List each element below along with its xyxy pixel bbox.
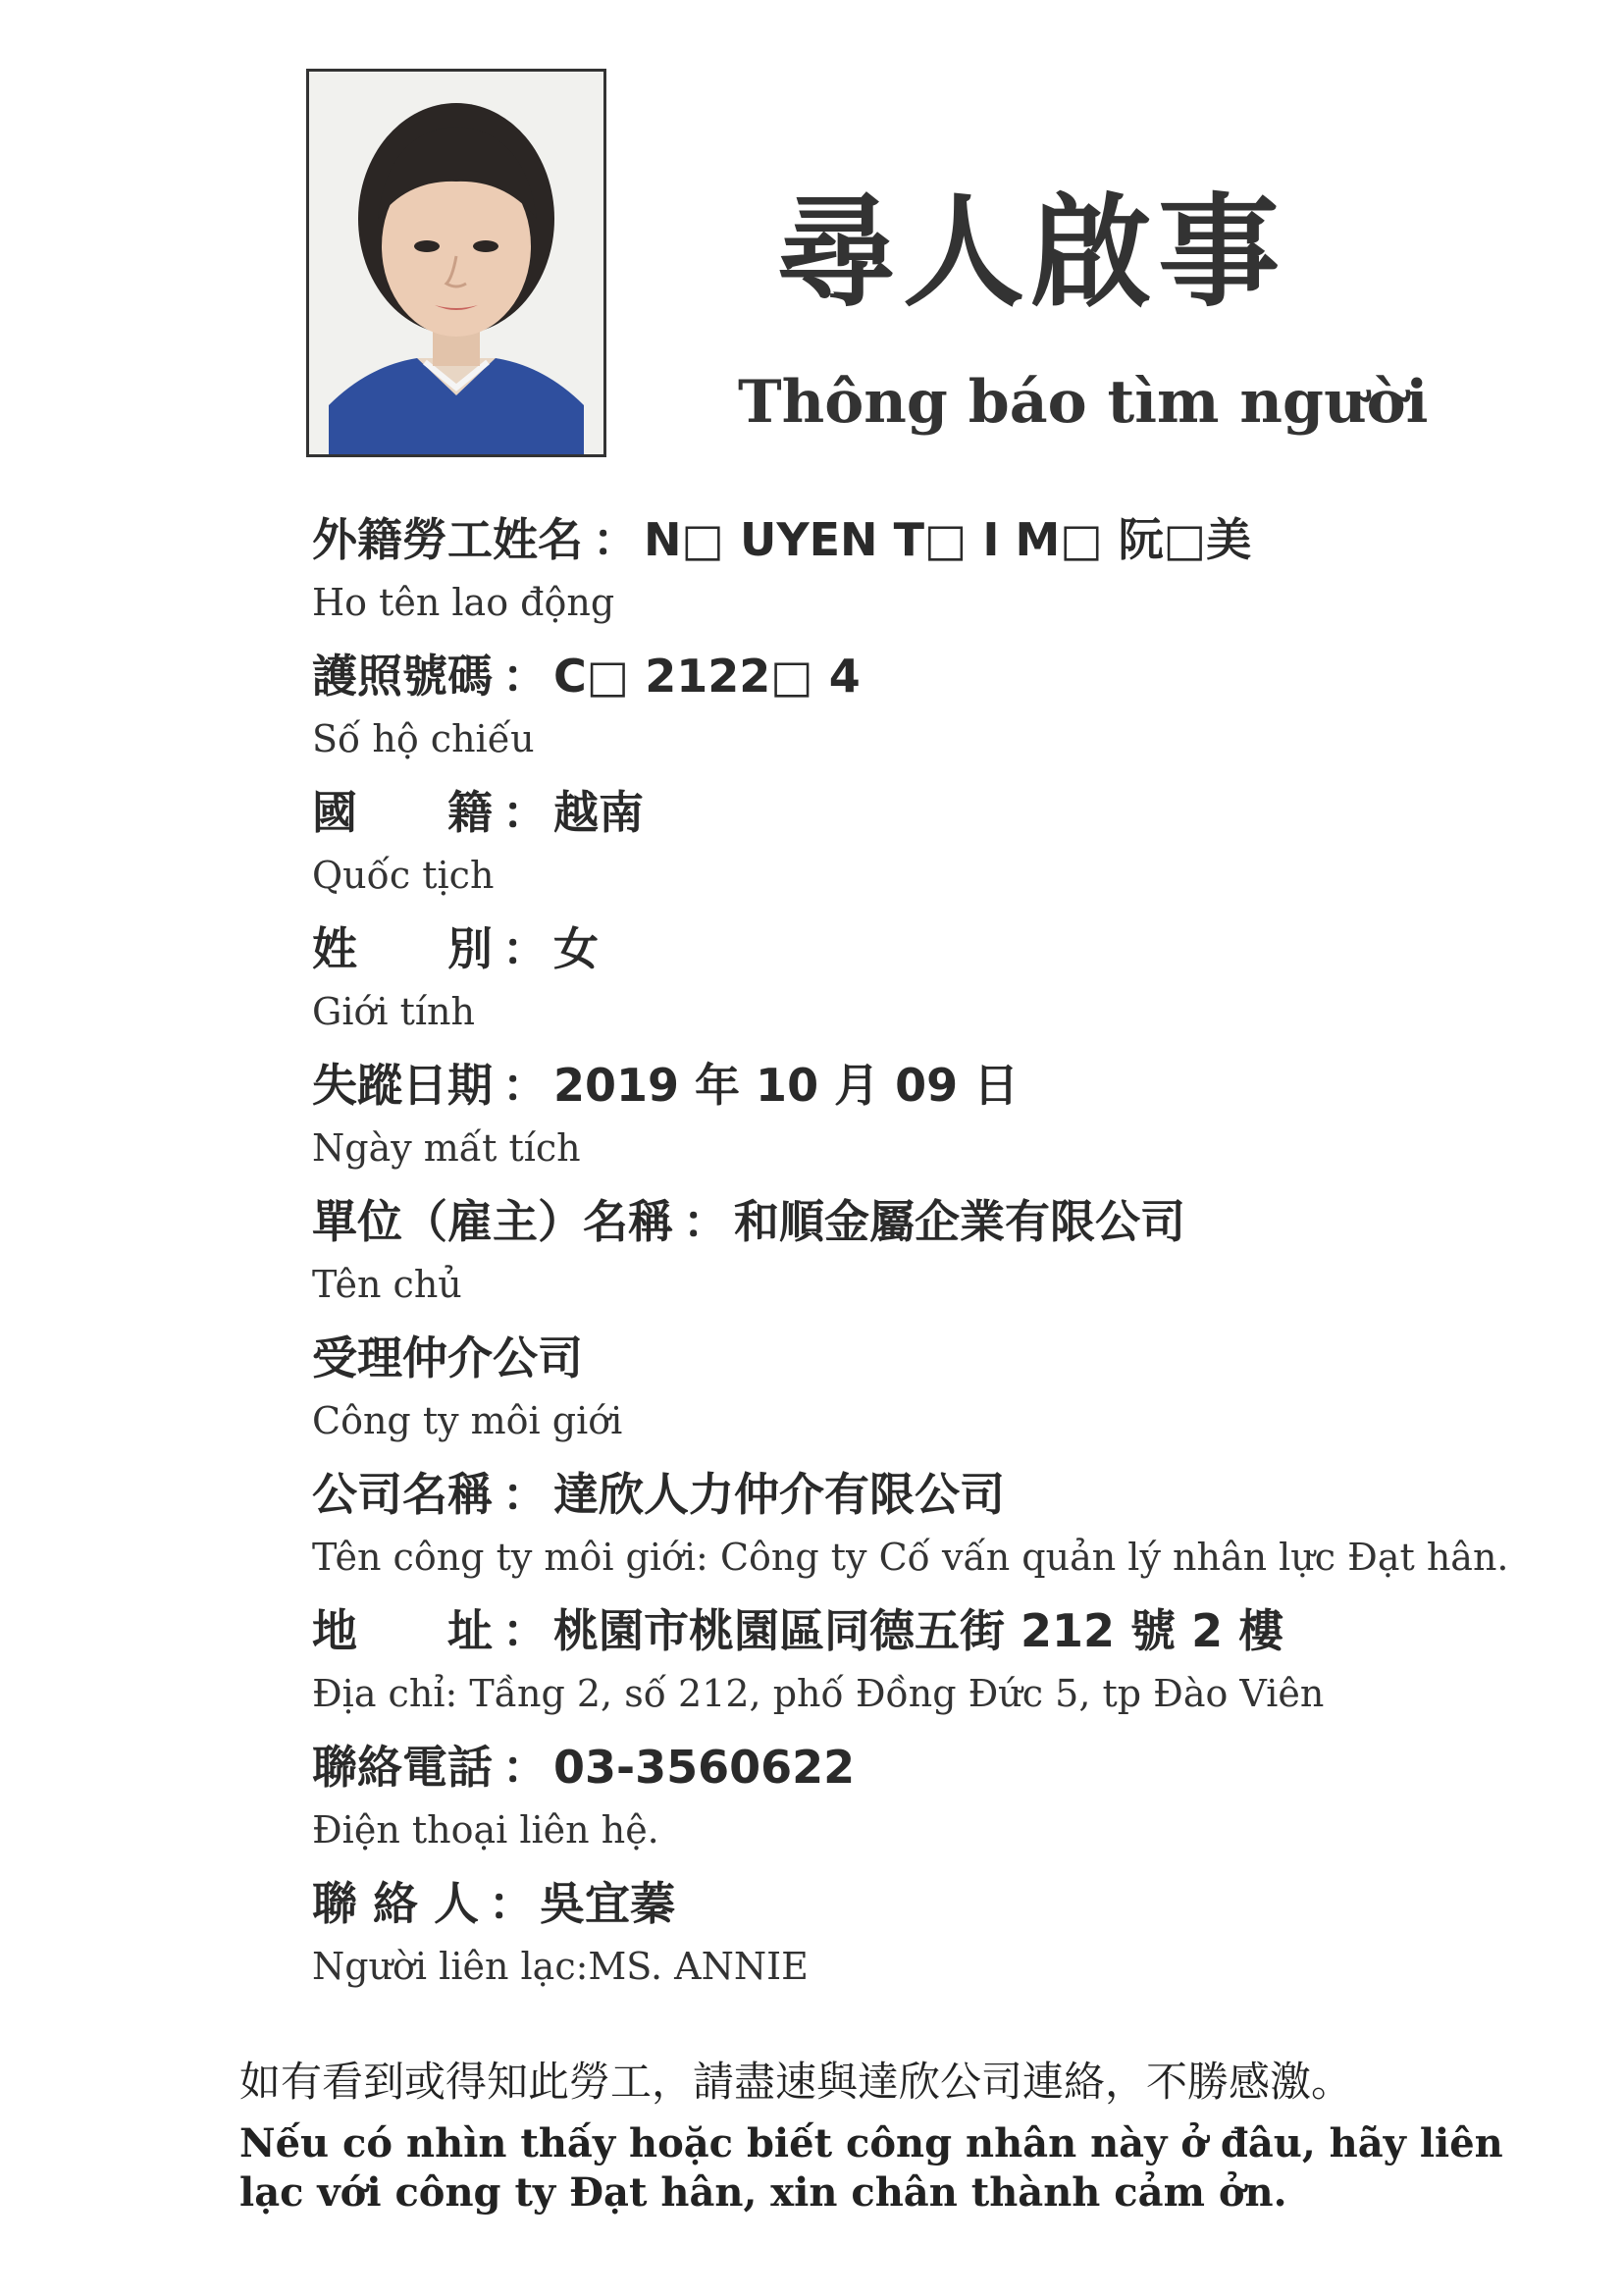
page-title: 尋人啟事 xyxy=(775,183,1286,324)
field-worker-name xyxy=(312,510,1568,647)
field-label-zh: 單位（雇主）名稱 xyxy=(312,1195,673,1248)
field-label-zh: 國 籍 xyxy=(312,786,493,839)
field-separator: ： xyxy=(683,1195,728,1248)
field-agency-name xyxy=(312,1465,1568,1601)
field-separator: ： xyxy=(502,650,548,703)
field-phone xyxy=(312,1738,1568,1874)
field-label-vi: Quốc tịch xyxy=(312,854,495,897)
field-label-vi: Tên chủ xyxy=(312,1263,462,1306)
page-subtitle: Thông báo tìm người xyxy=(738,368,1429,437)
field-label-vi: Tên công ty môi giới: Công ty Cố vấn quản lý nhân lực Đạt hân. xyxy=(312,1536,1509,1579)
field-separator: ： xyxy=(502,1741,548,1794)
portrait-photo-icon xyxy=(309,72,603,454)
field-label-vi: Ngày mất tích xyxy=(312,1126,581,1170)
field-gender xyxy=(312,919,1568,1056)
info-fields xyxy=(312,510,1568,2010)
field-label-vi: Địa chỉ: Tầng 2, số 212, phố Đồng Đức 5, tp Đào Viên xyxy=(312,1672,1325,1715)
field-label-zh: 公司名稱 xyxy=(312,1468,493,1521)
notice-zh: 如有看到或得知此勞工，請盡速與達欣公司連絡，不勝感激。 xyxy=(239,2058,1353,2106)
field-value: 桃園市桃園區同德五街 212 號 2 樓 xyxy=(553,1604,1284,1657)
field-label-zh: 失蹤日期 xyxy=(312,1059,493,1112)
field-label-vi: Công ty môi giới xyxy=(312,1399,623,1442)
field-address xyxy=(312,1601,1568,1738)
field-value: 和順金屬企業有限公司 xyxy=(734,1195,1185,1248)
field-value: C□ 2122□ 4 xyxy=(553,650,861,703)
field-passport-number xyxy=(312,647,1568,783)
field-contact-person xyxy=(312,1874,1568,2010)
field-label-vi: Người liên lạc:MS. ANNIE xyxy=(312,1945,809,1988)
field-separator: ： xyxy=(593,513,638,566)
field-label-vi: Ho tên lao động xyxy=(312,581,615,624)
field-separator: ： xyxy=(502,786,548,839)
field-label-zh: 受理仲介公司 xyxy=(312,1331,583,1384)
field-label-zh: 外籍勞工姓名 xyxy=(312,513,583,566)
field-label-zh: 聯絡電話 xyxy=(312,1741,493,1794)
field-label-vi: Điện thoại liên hệ. xyxy=(312,1808,659,1852)
field-value: 03-3560622 xyxy=(553,1741,856,1794)
field-value: 2019 年 10 月 09 日 xyxy=(553,1059,1020,1112)
field-label-zh: 姓 別 xyxy=(312,922,493,975)
field-separator: ： xyxy=(502,1604,548,1657)
field-separator: ： xyxy=(502,1468,548,1521)
field-label-vi: Giới tính xyxy=(312,990,475,1033)
field-value: 達欣人力仲介有限公司 xyxy=(553,1468,1005,1521)
field-missing-date xyxy=(312,1056,1568,1192)
field-label-vi: Số hộ chiếu xyxy=(312,717,535,760)
field-value: N□ UYEN T□ I M□ 阮□美 xyxy=(644,513,1252,566)
field-employer-name xyxy=(312,1192,1568,1329)
field-label-zh: 聯 絡 人 xyxy=(312,1877,480,1930)
field-value: 女 xyxy=(553,922,599,975)
field-separator: ： xyxy=(502,1059,548,1112)
field-nationality xyxy=(312,783,1568,919)
field-separator: ： xyxy=(489,1877,535,1930)
field-separator: ： xyxy=(502,922,548,975)
field-label-zh: 護照號碼 xyxy=(312,650,493,703)
field-label-zh: 地 址 xyxy=(312,1604,493,1657)
field-value: 吳宜蓁 xyxy=(540,1877,676,1930)
field-agency-heading xyxy=(312,1329,1568,1465)
notice-vi: Nếu có nhìn thấy hoặc biết công nhân này ở đâu, hãy liên lạc với công ty Đạt hân, xin chân thành cảm ởn. xyxy=(239,2120,1503,2216)
portrait-photo xyxy=(306,69,606,457)
field-value: 越南 xyxy=(553,786,644,839)
